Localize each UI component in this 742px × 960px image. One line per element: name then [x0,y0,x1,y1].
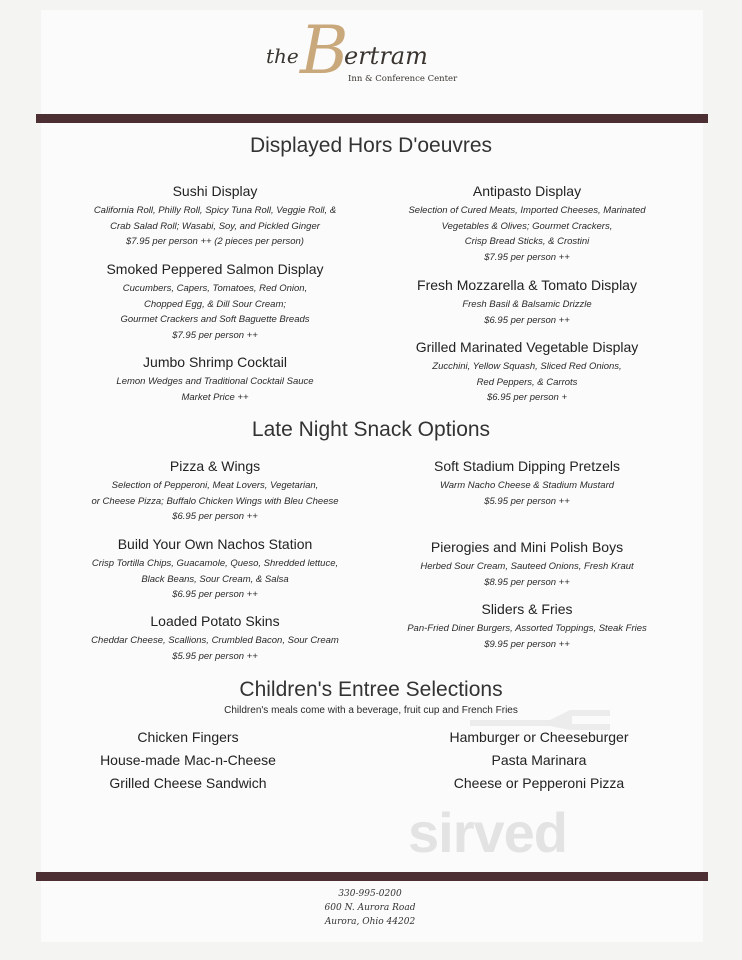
item-desc: California Roll, Philly Roll, Spicy Tuna Roll, Veggie Roll, & Crab Salad Roll; Wasabi, Soy, and Pickled Ginger [93,205,337,232]
item-desc: Herbed Sour Cream, Sauteed Onions, Fresh Kraut [420,561,634,572]
item-price: $7.95 per person ++ [172,329,258,341]
footer-divider [36,872,708,881]
footer-address [260,887,480,929]
kids-item: Chicken Fingers [137,729,239,745]
item-price: $6.95 per person ++ [172,511,258,522]
item-price: $6.95 per person + [486,392,568,403]
item-desc: Cucumbers, Capers, Tomatoes, Red Onion, Chopped Egg, & Dill Sour Cream; Gourmet Crackers and Soft Baguette Breads [120,283,310,325]
logo-subtitle: Inn & Conference Center [348,74,458,84]
menu-item-salmon [65,260,365,343]
item-price: $7.95 per person ++ (2 pieces per person) [126,236,304,247]
item-name: Loaded Potato Skins [150,613,280,629]
menu-item-shrimp [65,353,365,405]
item-name: Build Your Own Nachos Station [117,536,313,552]
kids-item: House-made Mac-n-Cheese [100,752,276,768]
logo-the: the [266,44,299,68]
item-price: $8.95 per person ++ [484,576,570,588]
menu-item-potato [65,612,365,664]
menu-item-pierogies [377,538,677,590]
item-price: $6.95 per person ++ [484,314,570,326]
bertram-logo [266,12,486,108]
item-name: Jumbo Shrimp Cocktail [143,354,287,370]
item-desc: Selection of Pepperoni, Meat Lovers, Vegetarian, or Cheese Pizza; Buffalo Chicken Wings with Bleu Cheese [91,480,339,507]
item-desc: Cheddar Cheese, Scallions, Crumbled Bacon, Sour Cream [91,635,339,646]
logo-initial: B [300,12,349,89]
footer-street: 600 N. Aurora Road [324,903,416,913]
kids-item: Cheese or Pepperoni Pizza [453,775,625,791]
item-desc: Zucchini, Yellow Squash, Sliced Red Onions, Red Peppers, & Carrots [432,361,622,388]
kids-item: Hamburger or Cheeseburger [449,729,629,745]
item-price: $9.95 per person ++ [484,638,570,650]
item-price: Market Price ++ [181,391,249,403]
item-name: Fresh Mozzarella & Tomato Display [417,277,637,293]
menu-item-mozzarella [377,276,677,328]
menu-item-pretzels [377,457,677,509]
item-name: Sliders & Fries [481,601,573,617]
header-divider [36,114,708,123]
item-price: $7.95 per person ++ [484,251,570,263]
sirved-watermark: sirved [408,801,567,864]
footer-city: Aurora, Ohio 44202 [324,917,416,927]
menu-item-nachos [65,535,365,603]
item-name: Soft Stadium Dipping Pretzels [434,458,620,474]
item-desc: Selection of Cured Meats, Imported Cheeses, Marinated Vegetables & Olives; Gourmet Crackers, Crisp Bread Sticks, & Crostini [408,205,646,247]
item-price: $6.95 per person ++ [172,589,258,600]
item-name: Pierogies and Mini Polish Boys [430,539,624,555]
menu-item-sliders [377,600,677,652]
kids-note: Children's meals come with a beverage, fruit cup and French Fries [224,705,518,716]
menu-item-antipasto [377,182,677,265]
item-name: Sushi Display [172,183,258,199]
logo-name: ertram [344,42,428,70]
item-desc: Pan-Fried Diner Burgers, Assorted Toppings, Steak Fries [407,623,647,634]
kids-item: Grilled Cheese Sandwich [109,775,267,791]
item-name: Grilled Marinated Vegetable Display [415,339,639,355]
menu-item-pizza [65,457,365,525]
item-price: $5.95 per person ++ [484,495,570,507]
menu-item-sushi [65,182,365,250]
menu-item-vegetable [377,338,677,406]
item-desc: Warm Nacho Cheese & Stadium Mustard [439,480,615,491]
item-name: Antipasto Display [472,183,582,199]
item-name: Pizza & Wings [169,458,261,474]
item-price: $5.95 per person ++ [172,650,258,662]
item-desc: Crisp Tortilla Chips, Guacamole, Queso, Shredded lettuce, Black Beans, Sour Cream, & Salsa [91,558,339,585]
item-name: Smoked Peppered Salmon Display [106,261,324,277]
kids-item: Pasta Marinara [491,752,587,768]
item-desc: Lemon Wedges and Traditional Cocktail Sauce [116,376,314,387]
section-title-hors: Displayed Hors D'oeuvres [249,134,493,157]
item-desc: Fresh Basil & Balsamic Drizzle [462,299,592,310]
footer-phone: 330-995-0200 [338,889,402,899]
section-title-kids: Children's Entree Selections [239,678,503,701]
section-title-late: Late Night Snack Options [251,418,491,441]
